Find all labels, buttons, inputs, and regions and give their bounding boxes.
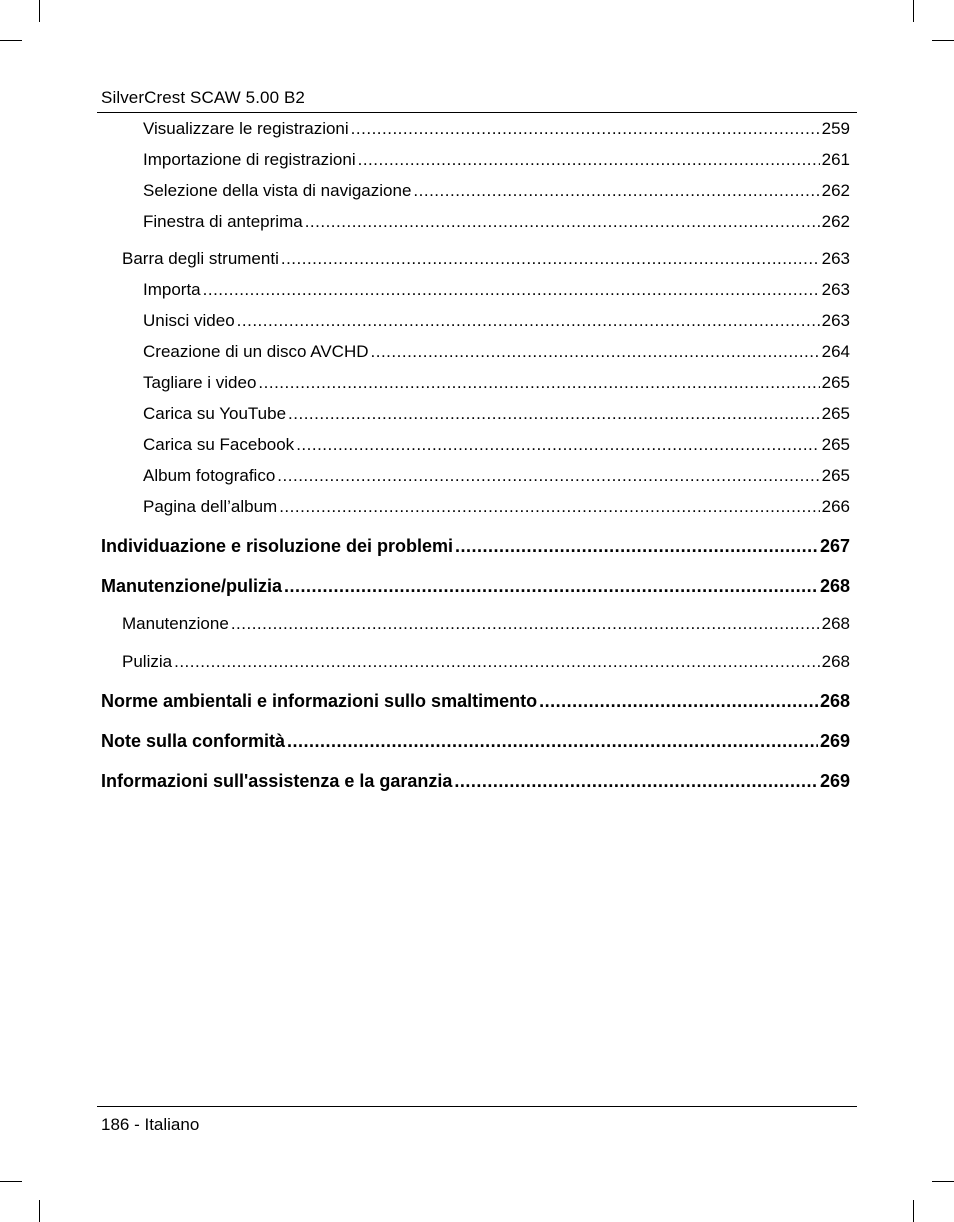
toc-entry-title: Norme ambientali e informazioni sullo smaltimento xyxy=(101,691,538,711)
toc-entry[interactable] xyxy=(122,247,850,271)
toc-entry[interactable] xyxy=(143,371,850,395)
toc-entry-page: 261 xyxy=(821,150,850,169)
document-header: SilverCrest SCAW 5.00 B2 xyxy=(101,88,305,107)
toc-entry[interactable] xyxy=(143,464,850,488)
toc-dot-leader xyxy=(284,574,818,598)
toc-entry-page: 267 xyxy=(819,536,850,556)
toc-entry[interactable] xyxy=(143,117,850,141)
toc-dot-leader xyxy=(539,689,818,713)
toc-entry-title: Unisci video xyxy=(143,311,235,330)
toc-dot-leader xyxy=(351,117,820,141)
toc-entry-title: Manutenzione/pulizia xyxy=(101,576,283,596)
toc-entry-page: 263 xyxy=(821,311,850,330)
toc-entry[interactable] xyxy=(143,495,850,519)
toc-entry-title: Individuazione e risoluzione dei problemi xyxy=(101,536,454,556)
toc-entry[interactable] xyxy=(101,534,850,558)
toc-dot-leader xyxy=(277,464,819,488)
toc-entry-title: Creazione di un disco AVCHD xyxy=(143,342,369,361)
toc-entry-title: Informazioni sull'assistenza e la garanzia xyxy=(101,771,453,791)
toc-dot-leader xyxy=(237,309,820,333)
toc-entry-page: 265 xyxy=(821,373,850,392)
toc-entry-page: 265 xyxy=(821,404,850,423)
toc-entry[interactable] xyxy=(143,210,850,234)
crop-mark xyxy=(913,0,914,22)
toc-dot-leader xyxy=(413,179,819,203)
toc-entry-title: Tagliare i video xyxy=(143,373,257,392)
toc-entry[interactable] xyxy=(143,402,850,426)
toc-entry-title: Selezione della vista di navigazione xyxy=(143,181,412,200)
toc-dot-leader xyxy=(454,769,818,793)
header-rule xyxy=(97,112,857,113)
toc-entry-title: Visualizzare le registrazioni xyxy=(143,119,349,138)
toc-dot-leader xyxy=(231,612,820,636)
toc-entry-title: Pagina dell’album xyxy=(143,497,278,516)
toc-entry[interactable] xyxy=(101,769,850,793)
toc-entry[interactable] xyxy=(101,729,850,753)
toc-dot-leader xyxy=(296,433,819,457)
toc-entry[interactable] xyxy=(143,340,850,364)
toc-entry-page: 263 xyxy=(821,280,850,299)
toc-entry[interactable] xyxy=(143,433,850,457)
toc-dot-leader xyxy=(174,650,820,674)
toc-entry-page: 266 xyxy=(821,497,850,516)
toc-entry[interactable] xyxy=(122,650,850,674)
toc-entry-page: 268 xyxy=(821,614,850,633)
crop-mark xyxy=(913,1200,914,1222)
toc-entry-page: 268 xyxy=(819,576,850,596)
toc-entry-title: Note sulla conformità xyxy=(101,731,286,751)
toc-entry-page: 269 xyxy=(819,731,850,751)
footer-rule xyxy=(97,1106,857,1107)
toc-entry-title: Barra degli strumenti xyxy=(122,249,279,268)
toc-entry-page: 269 xyxy=(819,771,850,791)
toc-entry[interactable] xyxy=(143,278,850,302)
toc-dot-leader xyxy=(288,402,820,426)
toc-dot-leader xyxy=(371,340,820,364)
toc-entry[interactable] xyxy=(143,148,850,172)
toc-entry-page: 265 xyxy=(821,435,850,454)
toc-entry-page: 262 xyxy=(821,181,850,200)
toc-entry-page: 259 xyxy=(821,119,850,138)
toc-dot-leader xyxy=(258,371,819,395)
toc-dot-leader xyxy=(203,278,820,302)
toc-entry[interactable] xyxy=(143,179,850,203)
toc-entry-title: Album fotografico xyxy=(143,466,276,485)
toc-entry-page: 263 xyxy=(821,249,850,268)
toc-entry[interactable] xyxy=(143,309,850,333)
toc-entry-page: 265 xyxy=(821,466,850,485)
toc-entry-title: Pulizia xyxy=(122,652,173,671)
toc-entry[interactable] xyxy=(101,574,850,598)
toc-dot-leader xyxy=(281,247,820,271)
toc-dot-leader xyxy=(287,729,818,753)
crop-mark xyxy=(0,1181,22,1182)
crop-mark xyxy=(39,0,40,22)
toc-dot-leader xyxy=(279,495,819,519)
toc-entry-title: Importazione di registrazioni xyxy=(143,150,356,169)
toc-entry-page: 268 xyxy=(819,691,850,711)
crop-mark xyxy=(932,40,954,41)
toc-entry-title: Carica su Facebook xyxy=(143,435,295,454)
crop-mark xyxy=(0,40,22,41)
toc-entry-title: Manutenzione xyxy=(122,614,229,633)
toc-entry-title: Carica su YouTube xyxy=(143,404,287,423)
toc-entry[interactable] xyxy=(101,689,850,713)
toc-dot-leader xyxy=(358,148,820,172)
page-footer: 186 - Italiano xyxy=(101,1115,200,1134)
toc-entry-title: Importa xyxy=(143,280,201,299)
toc-dot-leader xyxy=(305,210,820,234)
toc-dot-leader xyxy=(455,534,818,558)
crop-mark xyxy=(932,1181,954,1182)
toc-entry-page: 264 xyxy=(821,342,850,361)
toc-entry-title: Finestra di anteprima xyxy=(143,212,303,231)
toc-entry[interactable] xyxy=(122,612,850,636)
toc-entry-page: 262 xyxy=(821,212,850,231)
toc-entry-page: 268 xyxy=(821,652,850,671)
crop-mark xyxy=(39,1200,40,1222)
